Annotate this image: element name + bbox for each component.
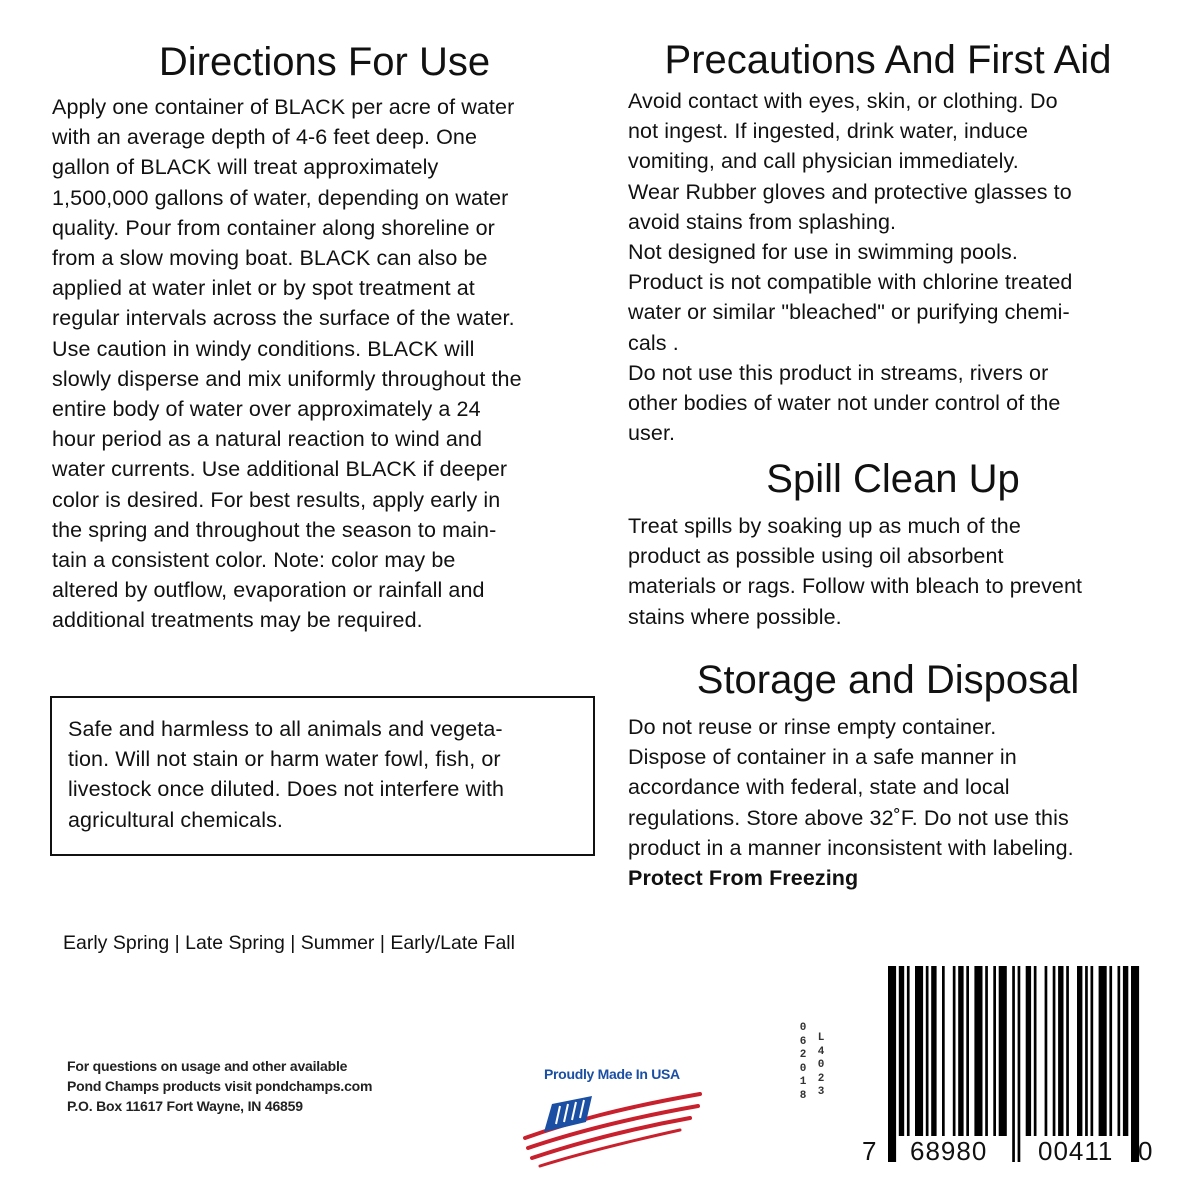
precautions-title: Precautions And First Aid [664, 38, 1112, 82]
text-line: hour period as a natural reaction to wind and [52, 427, 482, 452]
text-line: additional treatments may be required. [52, 608, 423, 633]
lot-code-char: 2 [799, 1049, 807, 1061]
text-line: 1,500,000 gallons of water, depending on water [52, 185, 509, 210]
contact-info [67, 1056, 372, 1116]
barcode-bar [966, 966, 969, 1136]
barcode-bar [1018, 966, 1021, 1162]
barcode-bar [1118, 966, 1121, 1136]
barcode-bar [926, 966, 929, 1136]
barcode-left-digits: 68980 [910, 1136, 988, 1166]
barcode-bar [999, 966, 1007, 1136]
lot-code-char: 0 [799, 1022, 807, 1034]
text-line: entire body of water over approximately a 24 [52, 397, 481, 422]
barcode-bar [1099, 966, 1107, 1136]
barcode-right-digits: 00411 [1038, 1136, 1114, 1166]
safety-notice-box [50, 696, 595, 856]
text-line: tion. Will not stain or harm water fowl, fish, or [68, 747, 501, 772]
barcode-bar [1034, 966, 1037, 1136]
text-line: other bodies of water not under control of the [628, 391, 1061, 416]
lot-code-char: 2 [817, 1072, 825, 1085]
lot-code-date [798, 1022, 808, 1103]
lot-code-char: 0 [799, 1062, 807, 1075]
text-line: Product is not compatible with chlorine treated [628, 270, 1073, 295]
text-line: materials or rags. Follow with bleach to prevent [628, 574, 1083, 599]
barcode-bar [1053, 966, 1056, 1136]
barcode-bar [931, 966, 936, 1136]
made-in-usa-logo [520, 1060, 710, 1170]
text-line: Safe and harmless to all animals and vegeta- [68, 717, 503, 741]
barcode-bar [899, 966, 904, 1136]
text-line: Do not reuse or rinse empty container. [628, 715, 997, 739]
lot-code-char: 6 [799, 1035, 807, 1048]
barcode-bar [1045, 966, 1048, 1136]
barcode-bar [985, 966, 988, 1136]
protect-from-freezing-text: Protect From Freezing [628, 866, 859, 891]
text-line: water currents. Use additional BLACK if deeper [52, 457, 508, 482]
text-line: quality. Pour from container along shoreline or [52, 215, 495, 240]
text-line: avoid stains from splashing. [628, 209, 897, 234]
text-line: the spring and throughout the season to main- [52, 517, 497, 542]
text-line: Not designed for use in swimming pools. [628, 240, 1018, 265]
text-line: Apply one container of BLACK per acre of water [52, 95, 515, 119]
directions-body [52, 92, 522, 636]
barcode-bar [1026, 966, 1031, 1136]
barcode-bar [1123, 966, 1128, 1136]
barcode-bar [1077, 966, 1082, 1136]
text-line: regulations. Store above 32˚F. Do not use this [628, 805, 1069, 830]
made-in-usa-label: Proudly Made In USA [544, 1066, 680, 1082]
barcode-bar [958, 966, 963, 1136]
text-line: not ingest. If ingested, drink water, induce [628, 119, 1028, 144]
storage-body [628, 712, 1074, 893]
barcode-bar [1131, 966, 1139, 1162]
lot-code-char: 1 [799, 1076, 807, 1088]
barcode-bar [942, 966, 945, 1136]
lot-code-batch [816, 1032, 826, 1100]
spill-title: Spill Clean Up [766, 457, 1020, 501]
barcode-bars [862, 962, 1162, 1172]
text-line: user. [628, 421, 676, 446]
text-line: tain a consistent color. Note: color may be [52, 548, 456, 573]
barcode-bar [1058, 966, 1063, 1136]
lot-code-char: 3 [817, 1086, 825, 1098]
text-line: Avoid contact with eyes, skin, or clothing. Do [628, 89, 1058, 113]
text-line: agricultural chemicals. [68, 807, 283, 832]
text-line: Dispose of container in a safe manner in [628, 745, 1017, 770]
text-line: For questions on usage and other available [67, 1058, 348, 1074]
safety-notice-text [68, 714, 504, 835]
text-line: applied at water inlet or by spot treatment at [52, 276, 475, 301]
text-line: Treat spills by soaking up as much of the [628, 514, 1021, 538]
precautions-body [628, 86, 1072, 448]
usa-flag-icon [520, 1060, 710, 1170]
barcode-bar [907, 966, 910, 1136]
text-line: Use caution in windy conditions. BLACK will [52, 336, 475, 361]
upc-barcode [862, 962, 1162, 1172]
barcode-bar [1085, 966, 1088, 1136]
barcode-bar [953, 966, 956, 1136]
lot-code-char: 8 [799, 1089, 807, 1102]
text-line: accordance with federal, state and local [628, 775, 1010, 800]
barcode-check-digit: 0 [1138, 1136, 1154, 1166]
barcode-bar [1012, 966, 1015, 1162]
barcode-bar [974, 966, 982, 1136]
text-line: water or similar "bleached" or purifying chemi- [628, 300, 1070, 325]
text-line: stains where possible. [628, 604, 842, 629]
barcode-bar [888, 966, 896, 1162]
barcode-first-digit: 7 [862, 1136, 878, 1166]
lot-code-char: 0 [817, 1059, 825, 1071]
text-line: P.O. Box 11617 Fort Wayne, IN 46859 [67, 1098, 303, 1114]
text-line: Pond Champs products visit pondchamps.com [67, 1078, 373, 1094]
text-line: color is desired. For best results, apply early in [52, 487, 501, 512]
text-line: gallon of BLACK will treat approximately [52, 155, 439, 180]
barcode-bar [915, 966, 923, 1136]
lot-code-char: 4 [817, 1045, 825, 1058]
text-line: from a slow moving boat. BLACK can also be [52, 246, 488, 271]
text-line: slowly disperse and mix uniformly throughout the [52, 366, 522, 391]
text-line: altered by outflow, evaporation or rainfall and [52, 578, 485, 603]
text-line: vomiting, and call physician immediately. [628, 149, 1019, 174]
lot-code-char: L [817, 1032, 825, 1044]
text-line: with an average depth of 4-6 feet deep. One [52, 125, 478, 150]
spill-body [628, 511, 1082, 632]
directions-title: Directions For Use [158, 40, 491, 84]
text-line: cals . [628, 330, 679, 355]
text-line: product in a manner inconsistent with labeling. [628, 835, 1074, 860]
barcode-bar [1109, 966, 1112, 1136]
text-line: Do not use this product in streams, rivers or [628, 360, 1049, 385]
text-line: regular intervals across the surface of the water. [52, 306, 515, 331]
barcode-bar [1066, 966, 1069, 1136]
barcode-bar [1091, 966, 1094, 1136]
season-list: Early Spring | Late Spring | Summer | Early/Late Fall [63, 932, 515, 954]
text-line: Wear Rubber gloves and protective glasses to [628, 179, 1072, 204]
text-line: product as possible using oil absorbent [628, 544, 1004, 569]
storage-title: Storage and Disposal [696, 658, 1080, 702]
barcode-bar [993, 966, 996, 1136]
text-line: livestock once diluted. Does not interfere with [68, 777, 505, 802]
